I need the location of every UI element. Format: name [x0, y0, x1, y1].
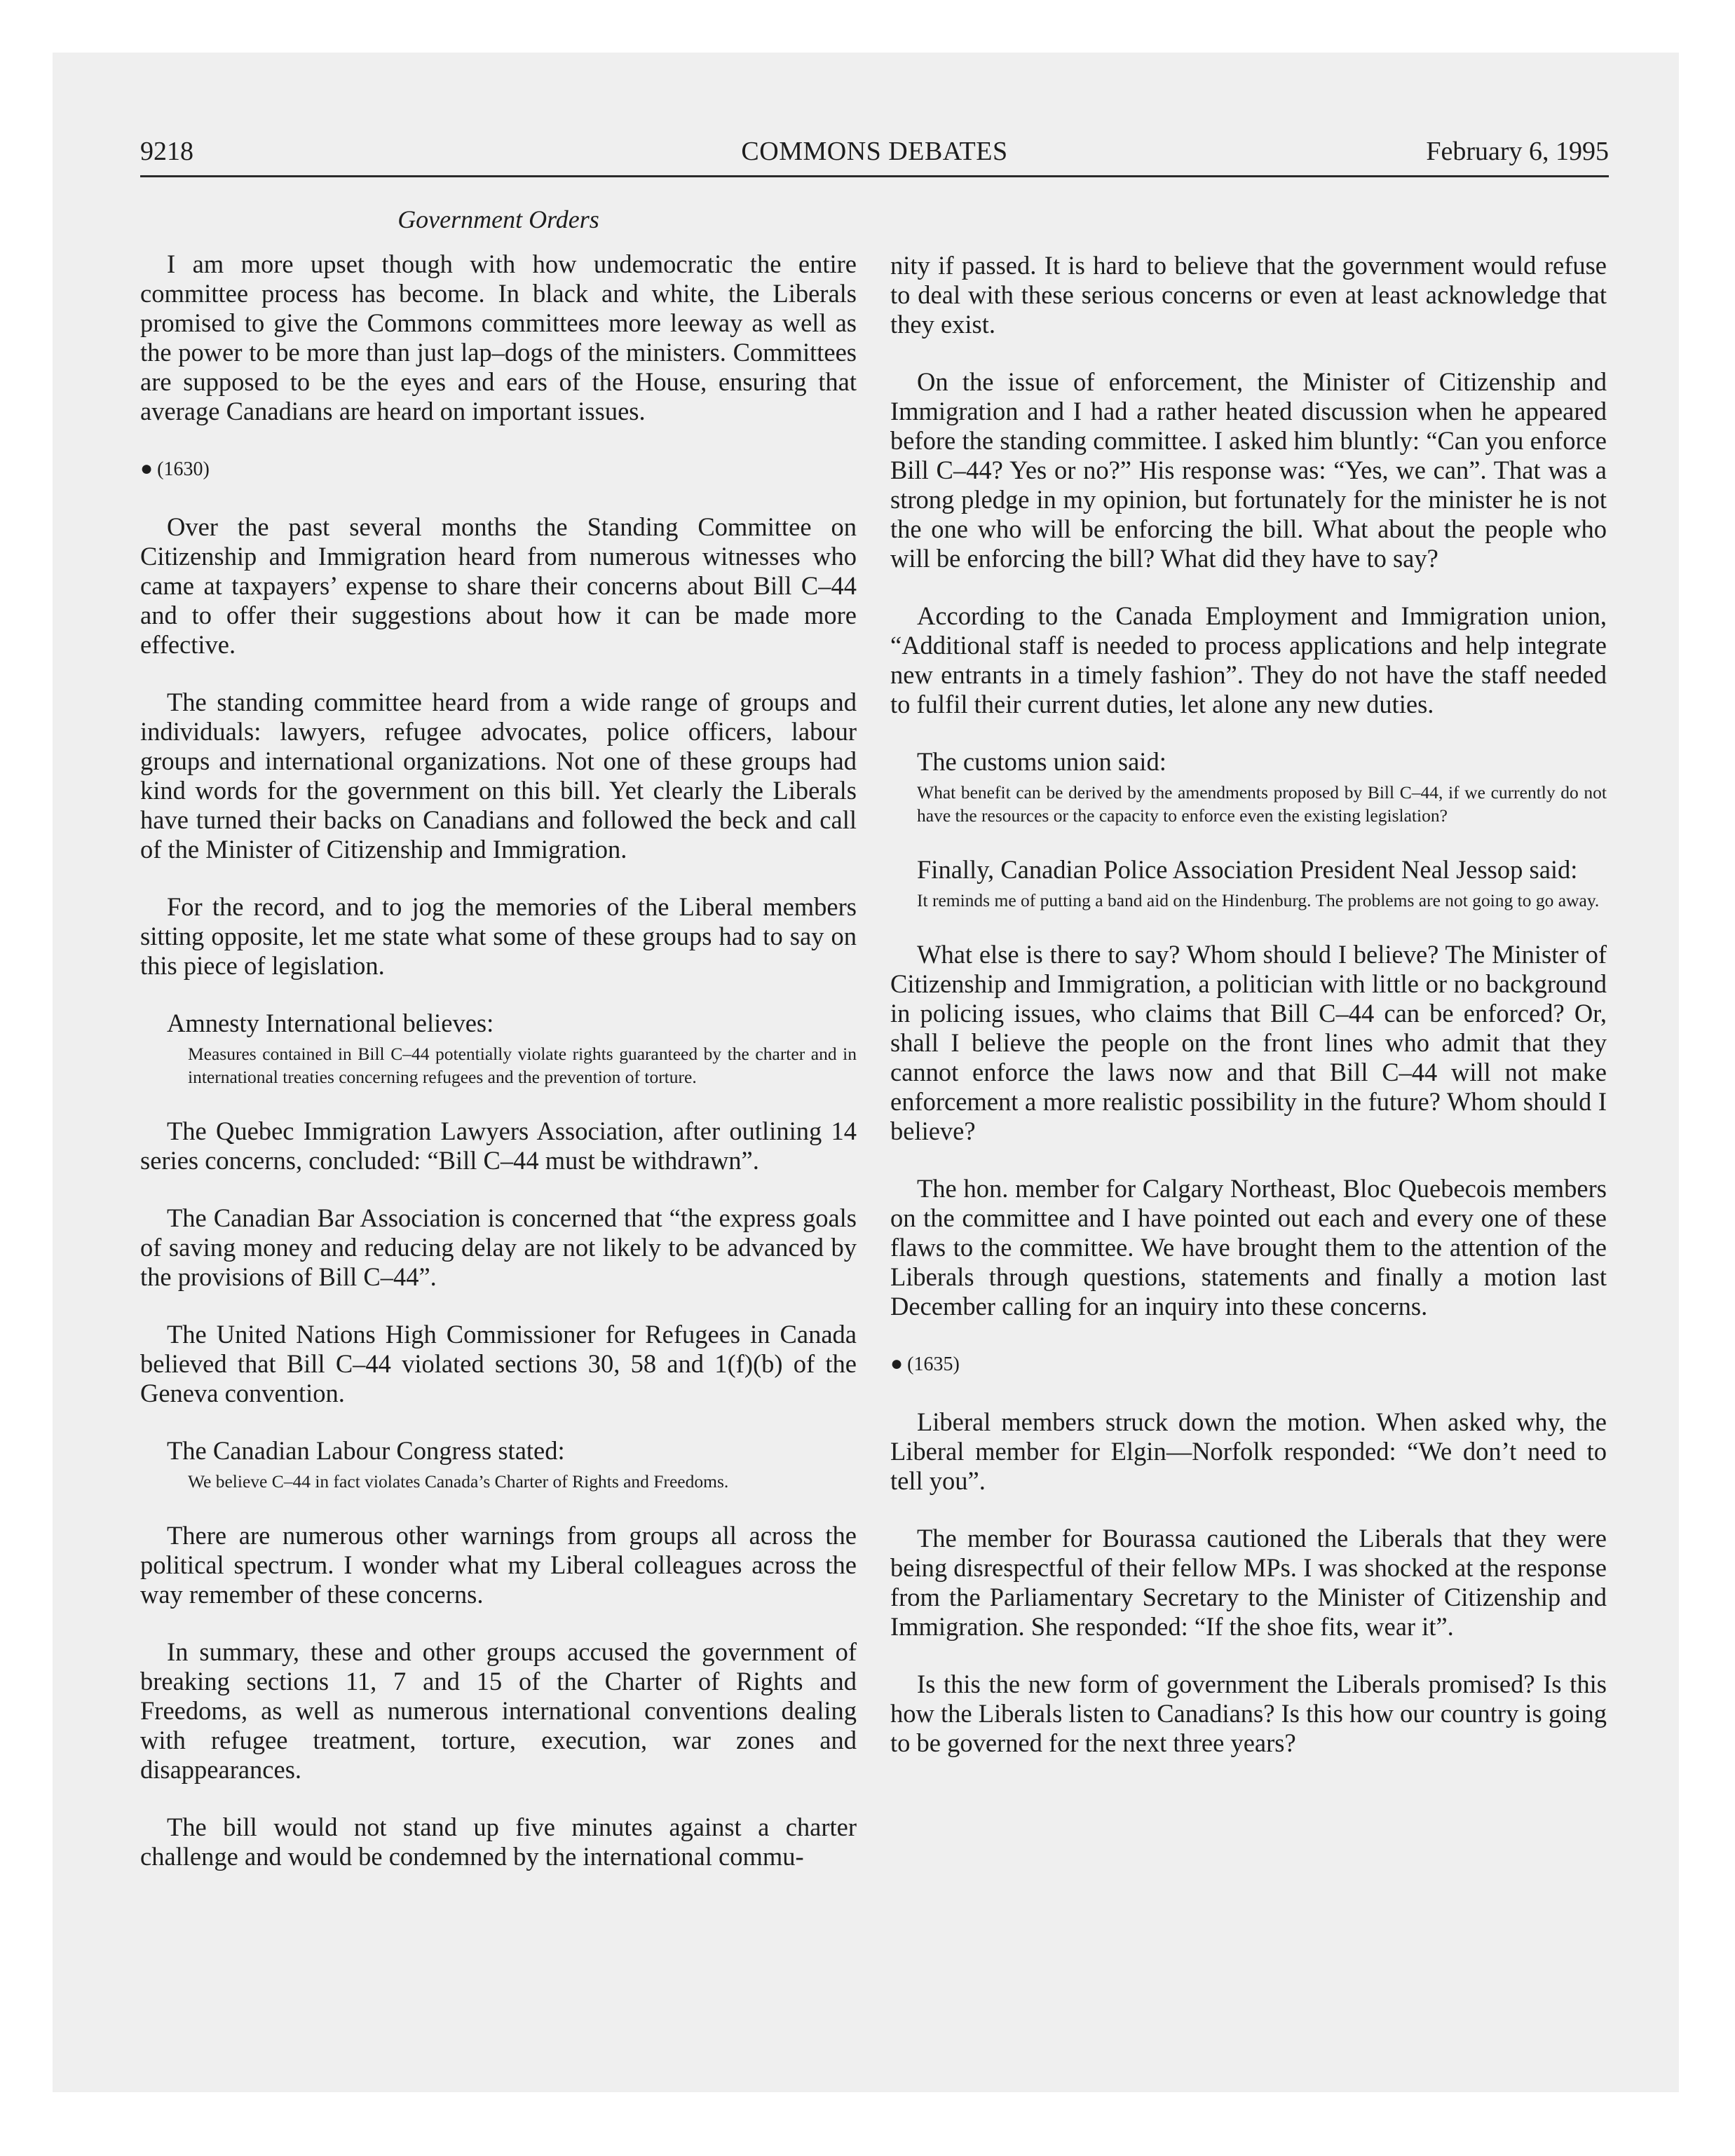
paragraph: I am more upset though with how undemocratic the entire committee process has become. In black and white, the Liberals promised to give the Commons committees more leeway as well as the power to be more than just lap–dogs of the ministers. Committees are supposed to be the eyes and ears of the House, ensuring that average Canadians are heard on important issues. — [140, 250, 857, 425]
block-quote: It reminds me of putting a band aid on the Hindenburg. The problems are not going to go away. — [917, 890, 1600, 910]
section-title: Government Orders — [397, 205, 599, 233]
bullet-icon: ● — [890, 1352, 904, 1375]
paragraph: Amnesty International believes: — [167, 1009, 494, 1037]
paragraph: In summary, these and other groups accused the government of breaking sections 11, 7 and 15 of the Charter of Rights and Freedoms, as well as numerous international conventions dealing with refugee treatment, torture, execution, war zones and disappearances. — [140, 1637, 857, 1784]
timestamp — [140, 454, 857, 484]
bullet-icon: ● — [140, 457, 154, 480]
paragraph: The Canadian Bar Association is concerned that “the express goals of saving money and reducing delay are not likely to be advanced by the provisions of Bill C–44”. — [140, 1203, 857, 1291]
block-quote: What benefit can be derived by the amendments proposed by Bill C–44, if we currently do not have the resources or the capacity to enforce even the existing legislation? — [917, 782, 1607, 826]
paragraph: According to the Canada Employment and Immigration union, “Additional staff is needed to process applications and help integrate new entrants in a timely fashion”. They do not have the staff needed to fulfil their current duties, let alone any new duties. — [890, 601, 1607, 718]
paragraph: Is this the new form of government the Liberals promised? Is this how the Liberals listen to Canadians? Is this how our country is going to be governed for the next three years? — [890, 1670, 1607, 1757]
paragraph: nity if passed. It is hard to believe that the government would refuse to deal with these serious concerns or even at least acknowledge that they exist. — [890, 251, 1607, 339]
paragraph: The hon. member for Calgary Northeast, Bloc Quebecois members on the committee and I have pointed out each and every one of these flaws to the committee. We have brought them to the attention of the Liberals through questions, statements and finally a motion last December calling for an inquiry into these concerns. — [890, 1174, 1607, 1321]
paragraph: On the issue of enforcement, the Minister of Citizenship and Immigration and I had a rather heated discussion when he appeared before the standing committee. I asked him bluntly: “Can you enforce Bill C–44? Yes or no?” His response was: “Yes, we can”. That was a strong pledge in my opinion, but fortunately for the minister he is not the one who will be enforcing the bill. What about the people who will be enforcing the bill? What did they have to say? — [890, 367, 1607, 573]
paragraph: Finally, Canadian Police Association President Neal Jessop said: — [917, 855, 1578, 884]
publication-title: COMMONS DEBATES — [741, 137, 1008, 166]
page-header — [140, 136, 1609, 177]
paragraph: The Canadian Labour Congress stated: — [167, 1436, 565, 1465]
right-column — [890, 251, 1607, 1786]
paragraph: Liberal members struck down the motion. When asked why, the Liberal member for Elgin—Norfolk responded: “We don’t need to tell you”. — [890, 1407, 1607, 1495]
paragraph: The standing committee heard from a wide range of groups and individuals: lawyers, refugee advocates, police officers, labour groups and international organizations. Not one of these groups had kind words for the government on this bill. Yet clearly the Liberals have turned their backs on Canadians and followed the beck and call of the Minister of Citizenship and Immigration. — [140, 688, 857, 864]
paragraph: For the record, and to jog the memories of the Liberal members sitting opposite, let me state what some of these groups had to say on this piece of legislation. — [140, 892, 857, 980]
paragraph: The United Nations High Commissioner for Refugees in Canada believed that Bill C–44 violated sections 30, 58 and 1(f)(b) of the Geneva convention. — [140, 1320, 857, 1407]
paragraph: The Quebec Immigration Lawyers Association, after outlining 14 series concerns, concluded: “Bill C–44 must be withdrawn”. — [140, 1117, 857, 1175]
paragraph: The bill would not stand up five minutes against a charter challenge and would be condemned by the international commu- — [140, 1813, 857, 1871]
paragraph: What else is there to say? Whom should I believe? The Minister of Citizenship and Immigration, a politician with little or no background in policing issues, who claims that Bill C–44 can be enforced? Or, shall I believe the people on the front lines who admit that they cannot enforce the laws now and that Bill C–44 will not make enforcement a more realistic possibility in the future? Whom should I believe? — [890, 940, 1607, 1145]
paragraph: There are numerous other warnings from groups all across the political spectrum. I wonder what my Liberal colleagues across the way remember of these concerns. — [140, 1521, 857, 1609]
left-column — [140, 250, 857, 1899]
paragraph: Over the past several months the Standing Committee on Citizenship and Immigration heard from numerous witnesses who came at taxpayers’ expense to share their concerns about Bill C–44 and to offer their suggestions about how it can be made more effective. — [140, 512, 857, 659]
page-number: 9218 — [140, 137, 193, 166]
timestamp — [890, 1349, 1607, 1379]
page-date: February 6, 1995 — [1426, 137, 1609, 166]
paragraph: The member for Bourassa cautioned the Liberals that they were being disrespectful of their fellow MPs. I was shocked at the response from the Parliamentary Secretary to the Minister of Citizenship and Immigration. She responded: “If the shoe fits, wear it”. — [890, 1524, 1607, 1641]
timestamp-text: (1635) — [907, 1353, 960, 1375]
paragraph: The customs union said: — [917, 747, 1166, 776]
timestamp-text: (1630) — [157, 458, 210, 480]
block-quote: Measures contained in Bill C–44 potentially violate rights guaranteed by the charter and in international treaties concerning refugees and the prevention of torture. — [188, 1044, 857, 1087]
block-quote: We believe C–44 in fact violates Canada’s Charter of Rights and Freedoms. — [188, 1471, 729, 1492]
